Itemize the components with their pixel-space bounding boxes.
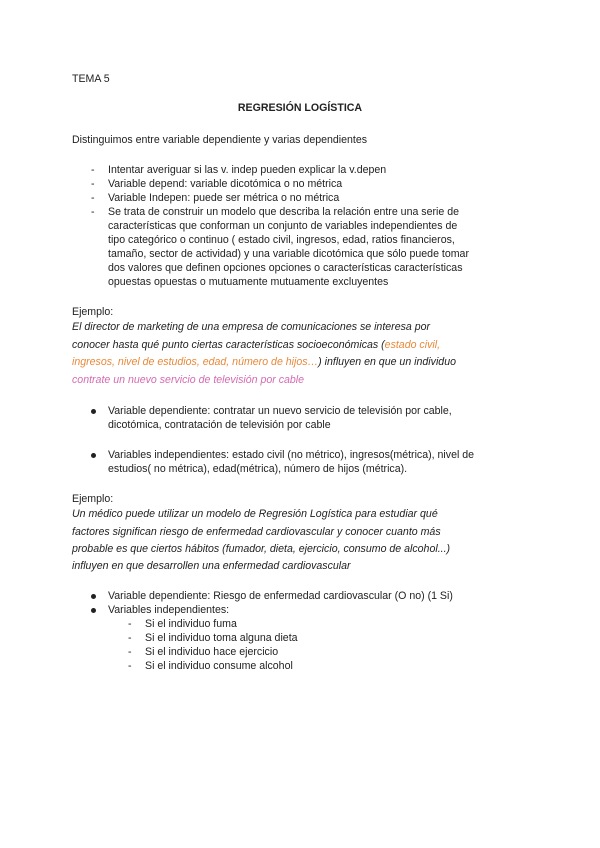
dash-marker: - xyxy=(91,192,95,204)
example-text-line: El director de marketing de una empresa de comunicaciones se interesa por xyxy=(72,321,431,333)
dash-item-line: características que conforman un conjunto de variables independientes de xyxy=(108,220,458,232)
highlight-orange: estado civil, xyxy=(384,339,441,351)
bullet-item-line: estudios( no métrica), edad(métrica), número de hijos (métrica). xyxy=(108,463,408,475)
bullet-dot xyxy=(91,453,96,458)
example-text-line xyxy=(72,355,456,369)
example-text-line: Un médico puede utilizar un modelo de Regresión Logística para estudiar qué xyxy=(72,508,438,520)
example-text-segment: ) influyen en que un individuo xyxy=(318,356,456,368)
bullet-dot xyxy=(91,409,96,414)
bullet-item: Variables independientes: xyxy=(108,604,230,616)
example-text-line: influyen en que desarrollen una enfermedad cardiovascular xyxy=(72,560,351,572)
example-text-line: factores significan riesgo de enfermedad cardiovascular y conocer cuanto más xyxy=(72,526,441,538)
example-label: Ejemplo: xyxy=(72,493,114,505)
sub-item: Si el individuo toma alguna dieta xyxy=(145,632,298,644)
dash-marker: - xyxy=(91,164,95,176)
bullet-item-line: dicotómica, contratación de televisión por cable xyxy=(108,419,331,431)
sub-item: Si el individuo consume alcohol xyxy=(145,660,293,672)
example-label: Ejemplo: xyxy=(72,306,114,318)
page-title: REGRESIÓN LOGÍSTICA xyxy=(237,102,363,114)
dash-marker: - xyxy=(91,178,95,190)
dash-marker: - xyxy=(128,646,132,658)
bullet-item: Variable dependiente: Riesgo de enfermedad cardiovascular (O no) (1 Si) xyxy=(108,590,453,602)
dash-marker: - xyxy=(128,632,132,644)
bullet-item-line: Variables independientes: estado civil (no métrico), ingresos(métrica), nivel de xyxy=(108,449,475,461)
example-text-segment: conocer hasta qué punto ciertas características socioeconómicas ( xyxy=(72,339,385,351)
dash-item-line: opuestas opuestas o mutuamente mutuamente excluyentes xyxy=(108,276,389,288)
dash-marker: - xyxy=(91,206,95,218)
sub-item: Si el individuo fuma xyxy=(145,618,237,630)
dash-item-line: Se trata de construir un modelo que describa la relación entre una serie de xyxy=(108,206,459,218)
dash-item: Variable depend: variable dicotómica o no métrica xyxy=(108,178,343,190)
dash-item-line: tipo categórico o continuo ( estado civil, ingresos, edad, ratios financieros, xyxy=(108,234,455,246)
sub-item: Si el individuo hace ejercicio xyxy=(145,646,279,658)
example-text-line xyxy=(72,338,440,352)
dash-marker: - xyxy=(128,618,132,630)
dash-item: Intentar averiguar si las v. indep pueden explicar la v.depen xyxy=(108,164,387,176)
bullet-item-line: Variable dependiente: contratar un nuevo servicio de televisión por cable, xyxy=(108,405,452,417)
bullet-dot xyxy=(91,594,96,599)
bullet-dot xyxy=(91,608,96,613)
intro-text: Distinguimos entre variable dependiente y varias dependientes xyxy=(72,134,368,146)
dash-item: Variable Indepen: puede ser métrica o no métrica xyxy=(108,192,340,204)
example-text-line: probable es que ciertos hábitos (fumador, dieta, ejercicio, consumo de alcohol...) xyxy=(72,543,451,555)
dash-item-line: tamaño, sector de actividad) y una variable dicotómica que sólo puede tomar xyxy=(108,248,469,260)
dash-item-line: dos valores que definen opciones opciones o características características xyxy=(108,262,463,274)
highlight-orange: ingresos, nivel de estudios, edad, número de hijos… xyxy=(72,356,319,368)
tema-label: TEMA 5 xyxy=(72,73,110,85)
dash-marker: - xyxy=(128,660,132,672)
highlight-pink: contrate un nuevo servicio de televisión por cable xyxy=(72,374,305,386)
